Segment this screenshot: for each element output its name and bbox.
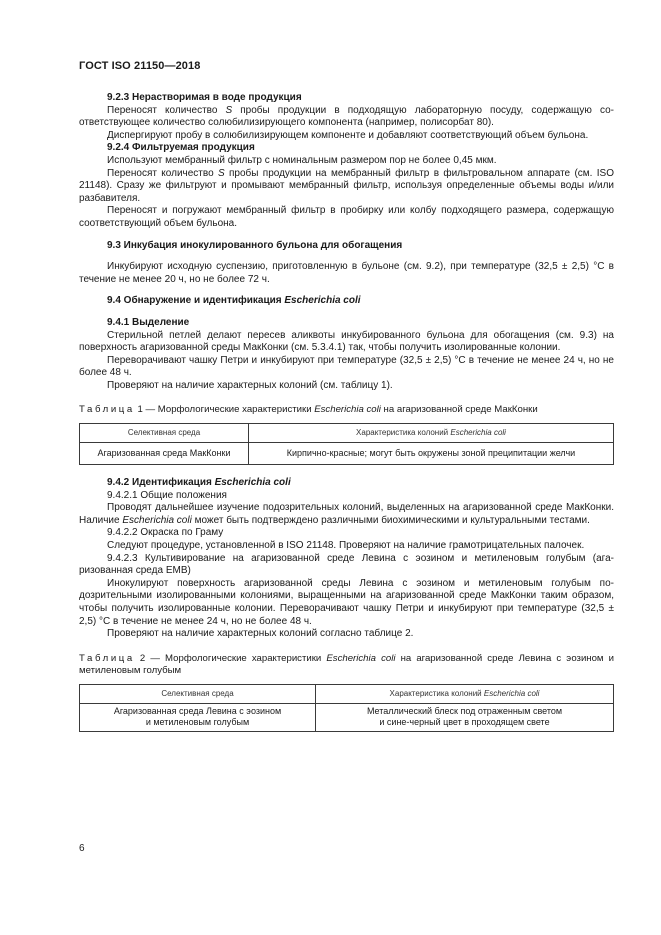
subsection-9-4-2-2-title: 9.4.2.2 Окраска по Граму <box>107 527 224 539</box>
section-9-3-title: 9.3 Инкубация инокулированного бульона для обогащения <box>107 239 403 251</box>
paragraph <box>79 168 614 206</box>
text-run: Характеристика колоний <box>389 689 484 699</box>
text-run: — Морфологические характеристики <box>145 652 327 664</box>
species-name: Escherichia coli <box>122 514 192 526</box>
cell-line: Металлический блеск под отраженным светом <box>366 705 563 716</box>
species-name: Escherichia coli <box>214 477 291 489</box>
document-body <box>79 92 614 732</box>
text-run: Переносят количество <box>107 167 218 179</box>
paragraph <box>79 105 614 130</box>
paragraph: Инокулируют поверхность агаризованной среды Левина с эозином и метиленовым голубым подозрительными изолированными колониями, выращенными на агаризованной среде МакКонки таким образом, чтобы получить изолированные колонии. Переворачивают чашку Петри и инкубируют при температуре (32,5 ± 2,5) °С в течение не менее 24 ч, но не более 48 ч. <box>79 577 614 627</box>
text-run: может быть подтверждено различными биохимическими и культуральными тестами. <box>191 514 590 526</box>
text-run: 9.4 Обнаружение и идентификация <box>107 295 285 307</box>
caption-number: 2 <box>134 652 146 664</box>
text-run: Проводят дальнейшее изучение подозрительных колоний, выделенных на агаризованной среде МакКонки. Наличие <box>79 502 614 526</box>
paragraph: Стерильной петлей делают пересев аликвоты инкубированного бульона для обогащения (см. 9.3) на поверхность агаризованной среды МакКонки (см. 5.3.4.1) так, чтобы получить изолированные колонии. <box>79 329 614 354</box>
table-cell: Кирпично-красные; могут быть окружены зоной преципитации желчи <box>249 443 614 465</box>
text-run: на агаризованной среде МакКонки <box>380 404 538 416</box>
species-name: Escherichia coli <box>326 652 396 664</box>
table-header-cell <box>249 424 614 443</box>
document-header: ГОСТ ISO 21150—2018 <box>79 60 201 72</box>
section-9-4-title <box>79 295 614 308</box>
text-run: пробы продукции на мембранный фильтр в фильтровальном аппарате (см. ISO 21148). Сразу же фильтруют и промывают мембранный фильтр, используя определенные объемы воды и/или разбавителя. <box>79 167 614 204</box>
page-number: 6 <box>79 843 85 854</box>
species-name: Escherichia coli <box>483 689 540 699</box>
paragraph: Проверяют на наличие характерных колоний согласно таблице 2. <box>107 628 414 640</box>
table-row <box>80 703 614 731</box>
paragraph: Инкубируют исходную суспензию, приготовленную в бульоне (см. 9.2), при температуре (32,5 ± 2,5) °С в течение не менее 20 ч, но не более 72 ч. <box>79 261 614 285</box>
table-header-row <box>80 684 614 703</box>
table-header-row <box>80 424 614 443</box>
subsection-9-4-2-1-title: 9.4.2.1 Общие положения <box>107 489 227 501</box>
paragraph: Проверяют на наличие характерных колоний (см. таблицу 1). <box>107 379 393 391</box>
table-cell <box>80 703 316 731</box>
text-run: 9.4.2 Идентификация <box>107 477 215 489</box>
cell-line: и сине-черный цвет в проходящем свете <box>379 717 550 728</box>
table-header-cell <box>316 684 614 703</box>
table-header-cell: Селективная среда <box>80 424 249 443</box>
table-cell: Агаризованная среда МакКонки <box>80 443 249 465</box>
table-1-caption <box>79 404 614 417</box>
species-name: Escherichia coli <box>314 404 381 416</box>
section-9-4-2-title <box>79 477 614 490</box>
species-name: Escherichia coli <box>450 428 506 438</box>
table-2 <box>79 684 614 732</box>
paragraph: Переносят и погружают мембранный фильтр в пробирку или колбу подходящего размера, содержащую соответствующий объем бульона. <box>79 205 614 229</box>
variable-s: S <box>217 167 225 179</box>
table-2-caption <box>79 653 614 678</box>
table-row <box>80 443 614 465</box>
subsection-9-4-2-3-title: 9.4.2.3 Культивирование на агаризованной среде Левина с эозином и метиленовым голубым (агаризованная среда ЕМВ) <box>79 552 614 577</box>
species-name: Escherichia coli <box>284 295 361 307</box>
text-run: Характеристика колоний <box>356 428 451 438</box>
paragraph: Следуют процедуре, установленной в ISO 21148. Проверяют на наличие грамотрицательных палочек. <box>107 540 585 552</box>
caption-number: 1 <box>134 404 143 416</box>
table-1 <box>79 423 614 465</box>
section-9-2-4-title: 9.2.4 Фильтруемая продукция <box>107 142 255 154</box>
cell-line: и метиленовым голубым <box>145 717 250 728</box>
table-header-cell: Селективная среда <box>80 684 316 703</box>
caption-label: Таблица <box>79 652 135 664</box>
paragraph <box>79 502 614 527</box>
text-run: на агаризованной среде Левина с эозином и метиленовым голубым <box>79 652 614 677</box>
variable-s: S <box>225 104 233 116</box>
paragraph: Диспергируют пробу в солюбилизирующем компоненте и добавляют соответствующий объем бульона. <box>107 129 589 141</box>
section-9-2-3-title: 9.2.3 Нерастворимая в воде продукция <box>107 92 302 103</box>
text-run: Переносят количество <box>107 104 226 116</box>
section-9-4-1-title: 9.4.1 Выделение <box>107 316 190 328</box>
cell-line: Агаризованная среда Левина с эозином <box>113 705 282 716</box>
table-cell <box>316 703 614 731</box>
paragraph: Переворачивают чашку Петри и инкубируют при температуре (32,5 ± 2,5) °С в течение не менее 24 ч, но не более 48 ч. <box>79 354 614 379</box>
text-run: пробы продукции в подходящую лабораторную посуду, содержащую соответствующее количество солюбилизирующего компонента (например, полисорбат 80). <box>79 104 614 129</box>
caption-label: Таблица <box>79 404 135 416</box>
text-run: — Морфологические характеристики <box>142 404 315 416</box>
paragraph: Используют мембранный фильтр с номинальным размером пор не более 0,45 мкм. <box>107 154 497 166</box>
